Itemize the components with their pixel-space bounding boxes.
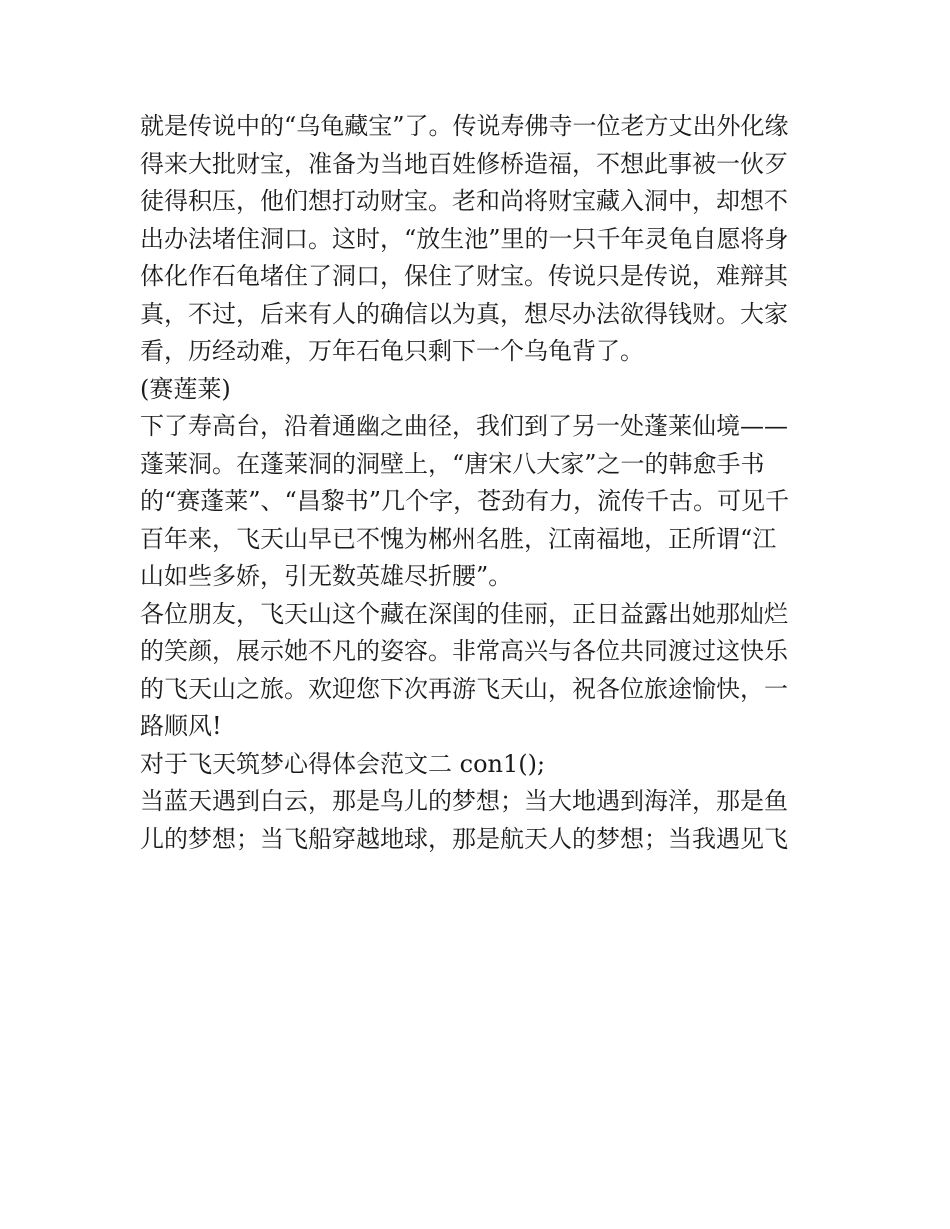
text-line: 得来大批财宝，准备为当地百姓修桥造福，不想此事被一伙歹 bbox=[140, 149, 788, 178]
text-line: 山如些多娇，引无数英雄尽折腰”。 bbox=[140, 562, 513, 590]
text-line: 徒得积压，他们想打动财宝。老和尚将财宝藏入洞中，却想不 bbox=[140, 187, 788, 215]
text-line: 的“赛蓬莱”、“昌黎书”几个字，苍劲有力，流传千古。可见千 bbox=[140, 487, 790, 515]
text-line: 蓬莱洞。在蓬莱洞的洞壁上，“唐宋八大家”之一的韩愈手书 bbox=[140, 449, 765, 478]
text-line: 对于飞天筑梦心得体会范文二 con1(); bbox=[140, 749, 546, 778]
text-line: 体化作石龟堵住了洞口，保住了财宝。传说只是传说，难辩其 bbox=[140, 262, 788, 290]
paragraph-farewell bbox=[140, 596, 812, 746]
paragraph-turtle-legend bbox=[140, 108, 812, 371]
text-line: 各位朋友，飞天山这个藏在深闺的佳丽，正日益露出她那灿烂 bbox=[140, 599, 788, 628]
text-line: 当蓝天遇到白云，那是鸟儿的梦想；当大地遇到海洋，那是鱼 bbox=[140, 787, 788, 815]
text-line: 儿的梦想；当飞船穿越地球，那是航天人的梦想；当我遇见飞 bbox=[140, 824, 788, 853]
paragraph-dreams bbox=[140, 783, 812, 858]
paragraph-penglai-cave bbox=[140, 408, 812, 596]
text-line: 出办法堵住洞口。这时，“放生池”里的一只千年灵龟自愿将身 bbox=[140, 224, 789, 253]
document-page bbox=[140, 108, 812, 858]
text-line: (赛莲莱) bbox=[140, 374, 231, 403]
text-line: 就是传说中的“乌龟藏宝”了。传说寿佛寺一位老方丈出外化缘 bbox=[140, 112, 789, 140]
text-line: 的飞天山之旅。欢迎您下次再游飞天山，祝各位旅途愉快，一 bbox=[140, 674, 788, 703]
text-line: 百年来，飞天山早已不愧为郴州名胜，江南福地，正所谓“江 bbox=[140, 524, 777, 553]
text-line: 看，历经动难，万年石龟只剩下一个乌龟背了。 bbox=[140, 337, 644, 365]
text-line: 路顺风! bbox=[140, 712, 222, 740]
text-line: 的笑颜，展示她不凡的姿容。非常高兴与各位共同渡过这快乐 bbox=[140, 637, 788, 665]
text-line: 下了寿高台，沿着通幽之曲径，我们到了另一处蓬莱仙境—— bbox=[140, 412, 788, 440]
article-heading bbox=[140, 746, 812, 784]
section-heading bbox=[140, 371, 812, 409]
text-line: 真，不过，后来有人的确信以为真，想尽办法欲得钱财。大家 bbox=[140, 299, 788, 328]
